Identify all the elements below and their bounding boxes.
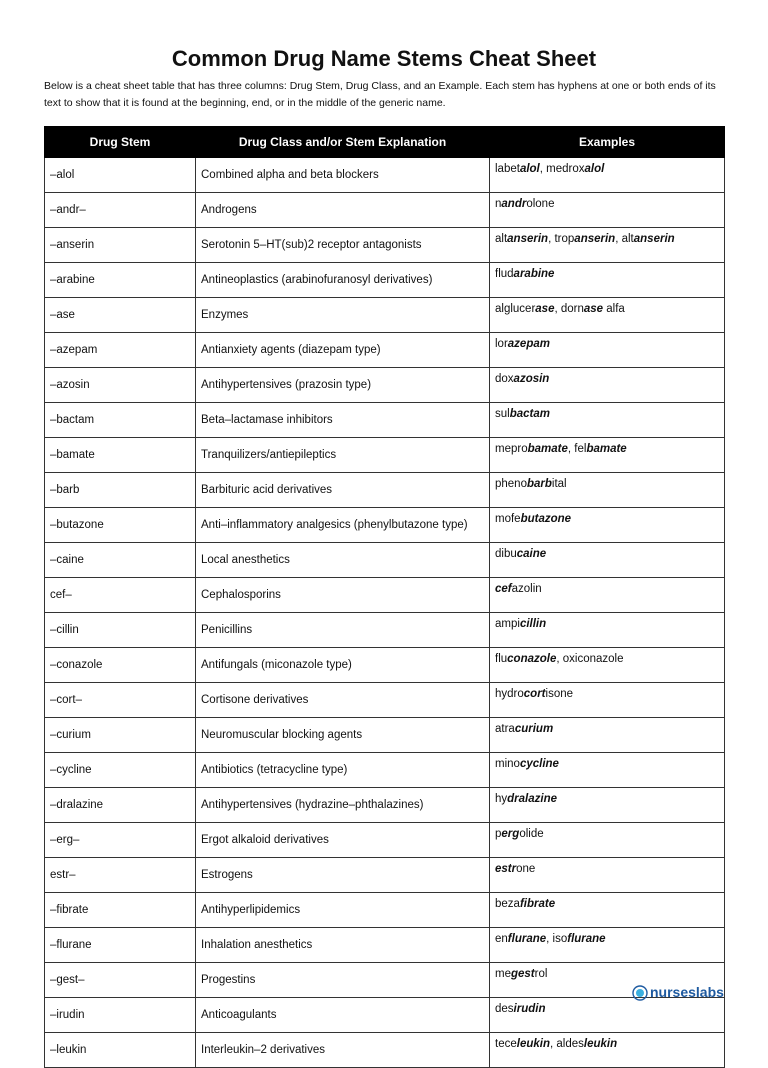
example-text: pheno [495, 478, 527, 490]
table-row [45, 473, 725, 508]
drug-class-cell: Tranquilizers/antiepileptics [196, 438, 490, 473]
drug-stem-cell: –bactam [45, 403, 196, 438]
example-text: labet [495, 163, 520, 175]
drug-stem-cell: –conazole [45, 648, 196, 683]
examples-cell [490, 753, 725, 788]
drug-class-cell: Cortisone derivatives [196, 683, 490, 718]
example-text: , iso [546, 933, 568, 945]
table-body [45, 158, 725, 1068]
drug-class-cell: Combined alpha and beta blockers [196, 158, 490, 193]
nurseslabs-logo [630, 980, 725, 1006]
table-row [45, 928, 725, 963]
drug-class-cell: Antineoplastics (arabinofuranosyl derivatives) [196, 263, 490, 298]
table-row [45, 998, 725, 1033]
example-text: me [495, 968, 511, 980]
drug-class-cell: Antihypertensives (hydrazine–phthalazines) [196, 788, 490, 823]
example-text: mofe [495, 513, 521, 525]
examples-cell [490, 718, 725, 753]
examples-cell [490, 263, 725, 298]
example-text: n [495, 198, 502, 210]
drug-stem-cell: –anserin [45, 228, 196, 263]
stem-highlight: arabine [513, 268, 555, 280]
example-text: p [495, 828, 502, 840]
examples-cell [490, 193, 725, 228]
examples-cell [490, 228, 725, 263]
drug-class-cell: Inhalation anesthetics [196, 928, 490, 963]
stem-highlight: cillin [519, 618, 547, 630]
stem-highlight: cycline [519, 758, 559, 770]
drug-class-cell: Estrogens [196, 858, 490, 893]
example-text: , oxiconazole [556, 653, 624, 665]
drug-class-cell: Beta–lactamase inhibitors [196, 403, 490, 438]
examples-cell [490, 333, 725, 368]
examples-cell [490, 858, 725, 893]
table-row [45, 438, 725, 473]
drug-stem-cell: –leukin [45, 1033, 196, 1068]
drug-class-cell: Antibiotics (tetracycline type) [196, 753, 490, 788]
example-text: ampi [495, 618, 520, 630]
example-text: tece [495, 1038, 517, 1050]
example-text: lor [495, 338, 508, 350]
drug-stem-cell: –butazone [45, 508, 196, 543]
table-row [45, 788, 725, 823]
stem-highlight: cort [523, 688, 546, 700]
examples-cell [490, 158, 725, 193]
example-text: azolin [511, 583, 542, 595]
drug-class-cell: Penicillins [196, 613, 490, 648]
intro-paragraph: Below is a cheat sheet table that has three columns: Drug Stem, Drug Class, and an Example. Each stem has hyphens at one or both ends of its text to show that it is found at the beginning, end, or in the middle of the generic name. [44, 80, 716, 109]
examples-cell [490, 823, 725, 858]
stem-highlight: anserin [633, 233, 675, 245]
examples-cell [490, 648, 725, 683]
example-text: ital [551, 478, 567, 490]
stem-highlight: barb [526, 478, 552, 490]
table-row [45, 1033, 725, 1068]
table-row [45, 158, 725, 193]
example-text: flu [495, 653, 508, 665]
table-row [45, 368, 725, 403]
example-text: beza [495, 898, 520, 910]
drug-stem-cell: –caine [45, 543, 196, 578]
drug-stem-cell: –flurane [45, 928, 196, 963]
header-drug-stem: Drug Stem [45, 127, 196, 158]
stem-highlight: anserin [574, 233, 616, 245]
drug-stem-cell: –curium [45, 718, 196, 753]
example-text: des [495, 1003, 514, 1015]
stem-highlight: irudin [513, 1003, 546, 1015]
stem-highlight: ase [583, 303, 604, 315]
drug-class-cell: Serotonin 5–HT(sub)2 receptor antagonists [196, 228, 490, 263]
stem-highlight: leukin [583, 1038, 618, 1050]
drug-stem-cell: –cort– [45, 683, 196, 718]
stem-highlight: erg [501, 828, 520, 840]
examples-cell [490, 1033, 725, 1068]
example-text: , alt [615, 233, 634, 245]
drug-stem-cell: –irudin [45, 998, 196, 1033]
drug-stem-cell: –andr– [45, 193, 196, 228]
example-text: , trop [548, 233, 575, 245]
examples-cell [490, 438, 725, 473]
stem-highlight: estr [495, 863, 517, 875]
example-text: hy [495, 793, 508, 805]
examples-cell [490, 508, 725, 543]
table-row [45, 963, 725, 998]
examples-cell [490, 893, 725, 928]
header-examples: Examples [490, 127, 725, 158]
stem-highlight: leukin [516, 1038, 550, 1050]
examples-cell [490, 368, 725, 403]
drug-stem-cell: –cillin [45, 613, 196, 648]
stem-highlight: bactam [509, 408, 550, 420]
page-title: Common Drug Name Stems Cheat Sheet [171, 46, 597, 71]
example-text: atra [495, 723, 515, 735]
drug-stem-cell: –erg– [45, 823, 196, 858]
stem-highlight: gest [510, 968, 535, 980]
example-text: alt [495, 233, 508, 245]
drug-stem-cell: –alol [45, 158, 196, 193]
stem-highlight: azepam [507, 338, 550, 350]
stem-highlight: curium [514, 723, 554, 735]
example-text: olide [519, 828, 544, 840]
table-row [45, 753, 725, 788]
example-text: mepro [495, 443, 528, 455]
example-text: , aldes [549, 1038, 584, 1050]
drug-stem-cell: cef– [45, 578, 196, 613]
drug-class-cell: Barbituric acid derivatives [196, 473, 490, 508]
drug-stem-cell: –azepam [45, 333, 196, 368]
example-text: mino [495, 758, 520, 770]
drug-class-cell: Cephalosporins [196, 578, 490, 613]
table-row [45, 613, 725, 648]
drug-stem-cell: –cycline [45, 753, 196, 788]
drug-class-cell: Progestins [196, 963, 490, 998]
stem-highlight: alol [584, 163, 605, 175]
table-row [45, 578, 725, 613]
examples-cell [490, 473, 725, 508]
examples-cell [490, 613, 725, 648]
drug-class-cell: Neuromuscular blocking agents [196, 718, 490, 753]
example-text: alfa [603, 303, 625, 315]
drug-stem-cell: –ase [45, 298, 196, 333]
drug-class-cell: Antifungals (miconazole type) [196, 648, 490, 683]
stem-highlight: conazole [507, 653, 557, 665]
stem-highlight: fibrate [519, 898, 556, 910]
drug-class-cell: Anticoagulants [196, 998, 490, 1033]
example-text: , fel [567, 443, 587, 455]
table-row [45, 193, 725, 228]
table-row [45, 683, 725, 718]
examples-cell [490, 683, 725, 718]
drug-class-cell: Antihyperlipidemics [196, 893, 490, 928]
table-row [45, 648, 725, 683]
table-header-row [45, 127, 725, 158]
example-text: en [495, 933, 508, 945]
examples-cell [490, 543, 725, 578]
example-text: one [516, 863, 536, 875]
examples-cell [490, 403, 725, 438]
stem-highlight: dralazine [507, 793, 558, 805]
example-text: , dorn [554, 303, 584, 315]
drug-class-cell: Antianxiety agents (diazepam type) [196, 333, 490, 368]
stem-highlight: flurane [507, 933, 547, 945]
table-row [45, 333, 725, 368]
stem-highlight: bamate [527, 443, 568, 455]
example-text: hydro [495, 688, 524, 700]
stem-highlight: ase [535, 303, 555, 315]
table-row [45, 893, 725, 928]
table-row [45, 228, 725, 263]
drug-stem-cell: estr– [45, 858, 196, 893]
table-row [45, 823, 725, 858]
drug-stems-table [44, 126, 725, 1068]
example-text: olone [526, 198, 555, 210]
stem-highlight: bamate [586, 443, 627, 455]
example-text: sul [495, 408, 510, 420]
examples-cell [490, 298, 725, 333]
example-text: alglucer [495, 303, 536, 315]
stem-highlight: azosin [513, 373, 550, 385]
drug-stem-cell: –dralazine [45, 788, 196, 823]
stem-highlight: alol [519, 163, 540, 175]
drug-stem-cell: –fibrate [45, 893, 196, 928]
table-row [45, 263, 725, 298]
stem-highlight: anserin [507, 233, 549, 245]
drug-stem-cell: –azosin [45, 368, 196, 403]
drug-class-cell: Antihypertensives (prazosin type) [196, 368, 490, 403]
table-row [45, 508, 725, 543]
table-row [45, 858, 725, 893]
stem-highlight: caine [516, 548, 547, 560]
drug-class-cell: Anti–inflammatory analgesics (phenylbutazone type) [196, 508, 490, 543]
table-row [45, 718, 725, 753]
drug-class-cell: Ergot alkaloid derivatives [196, 823, 490, 858]
stem-highlight: cef [495, 583, 512, 595]
table-row [45, 543, 725, 578]
table-row [45, 298, 725, 333]
examples-cell [490, 928, 725, 963]
example-text: , medrox [539, 163, 585, 175]
example-text: flud [495, 268, 514, 280]
examples-cell [490, 578, 725, 613]
table-row [45, 403, 725, 438]
drug-class-cell: Interleukin–2 derivatives [196, 1033, 490, 1068]
logo-mark [630, 980, 725, 1006]
stem-highlight: flurane [567, 933, 606, 945]
drug-stem-cell: –barb [45, 473, 196, 508]
drug-stem-cell: –bamate [45, 438, 196, 473]
header-drug-class: Drug Class and/or Stem Explanation [196, 127, 490, 158]
drug-class-cell: Androgens [196, 193, 490, 228]
example-text: dibu [495, 548, 517, 560]
logo-text: nurseslabs [650, 984, 724, 1000]
drug-class-cell: Local anesthetics [196, 543, 490, 578]
example-text: rol [534, 968, 548, 980]
drug-stem-cell: –arabine [45, 263, 196, 298]
example-text: dox [495, 373, 514, 385]
drug-class-cell: Enzymes [196, 298, 490, 333]
stem-highlight: andr [501, 198, 527, 210]
stem-highlight: butazone [520, 513, 572, 525]
example-text: isone [545, 688, 574, 700]
examples-cell [490, 788, 725, 823]
drug-stem-cell: –gest– [45, 963, 196, 998]
